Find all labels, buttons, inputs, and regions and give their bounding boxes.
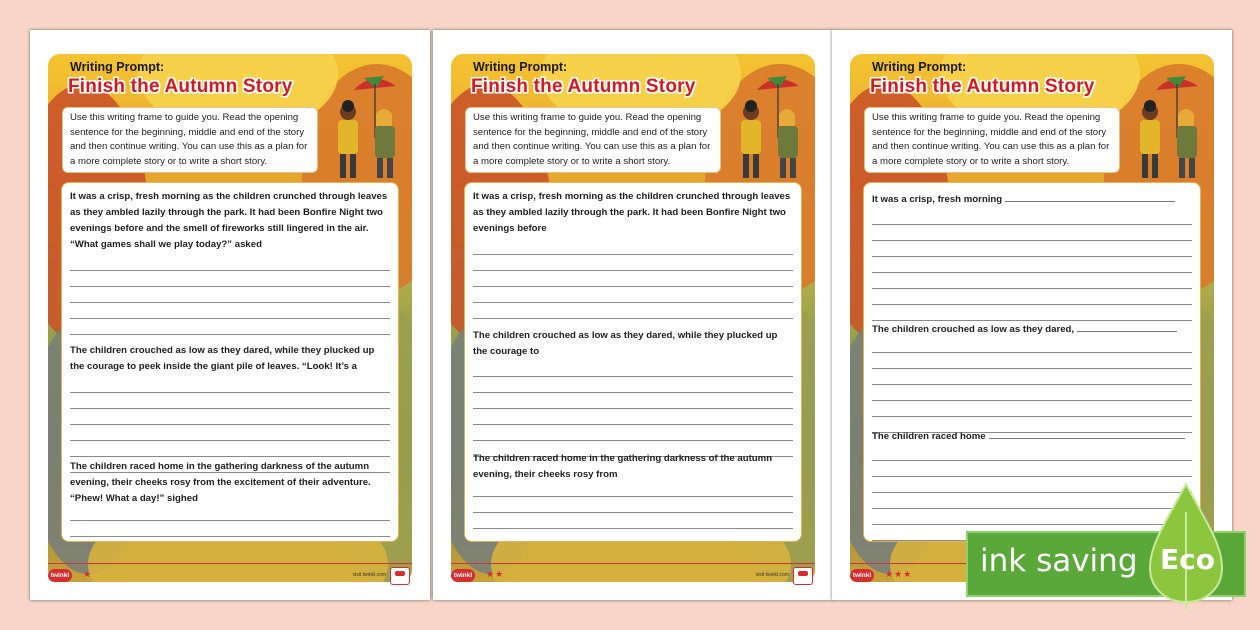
- writing-line[interactable]: [473, 239, 793, 255]
- writing-line[interactable]: [70, 393, 390, 409]
- opening-sentence: The children raced home in the gathering darkness of the autumn evening, their cheeks rosy from: [473, 453, 773, 480]
- writing-line[interactable]: [872, 477, 1192, 493]
- writing-line[interactable]: [872, 493, 1192, 509]
- story-beginning-section: [872, 189, 1192, 208]
- writing-line[interactable]: [872, 273, 1192, 289]
- opening-sentence: It was a crisp, fresh morning as the children crunched through leaves as they ambled lazily through the park. It had been Bonfire Night two evenings before: [473, 191, 791, 234]
- story-end-section: [70, 459, 390, 507]
- writing-line[interactable]: [473, 481, 793, 497]
- writing-lines[interactable]: [70, 255, 390, 335]
- prompt-label: Writing Prompt:: [872, 60, 967, 74]
- writing-line[interactable]: [473, 393, 793, 409]
- opening-sentence: The children crouched as low as they dared, while they plucked up the courage to: [473, 330, 778, 357]
- worksheet-title: Finish the Autumn Story: [870, 76, 1095, 97]
- story-beginning-section: [70, 189, 390, 253]
- writing-line[interactable]: [473, 497, 793, 513]
- writing-line[interactable]: [473, 255, 793, 271]
- writing-lines[interactable]: [473, 239, 793, 319]
- opening-sentence: The children crouched as low as they dared, while they plucked up the courage to peek inside the giant pile of leaves. “Look! It’s a: [70, 345, 375, 372]
- opening-sentence: The children raced home: [872, 431, 986, 442]
- story-middle-section: [473, 328, 793, 360]
- writing-line[interactable]: [872, 209, 1192, 225]
- writing-line[interactable]: [473, 361, 793, 377]
- worksheet-title: Finish the Autumn Story: [68, 76, 293, 97]
- worksheet-2[interactable]: [433, 30, 833, 600]
- writing-line[interactable]: [1077, 321, 1177, 332]
- writing-line[interactable]: [70, 377, 390, 393]
- story-middle-section: [872, 319, 1192, 338]
- writing-line[interactable]: [473, 377, 793, 393]
- writing-line[interactable]: [872, 289, 1192, 305]
- ink-saving-label: ink saving: [980, 543, 1138, 579]
- worksheet-footer: [451, 563, 815, 586]
- quality-badge-icon: [793, 567, 813, 585]
- writing-line[interactable]: [70, 409, 390, 425]
- writing-lines[interactable]: [473, 361, 793, 457]
- difficulty-stars: ★: [83, 569, 93, 579]
- writing-line[interactable]: [70, 505, 390, 521]
- twinkl-logo: twinkl: [850, 569, 874, 582]
- writing-line[interactable]: [872, 369, 1192, 385]
- writing-line[interactable]: [872, 337, 1192, 353]
- quality-badge-icon: [390, 567, 410, 585]
- writing-lines[interactable]: [872, 445, 1192, 541]
- worksheet-footer: [48, 563, 412, 586]
- writing-line[interactable]: [70, 271, 390, 287]
- writing-area[interactable]: [61, 182, 399, 542]
- story-end-section: [872, 426, 1192, 445]
- intro-text: Use this writing frame to guide you. Read the opening sentence for the beginning, middle and end of the story and then continue writing. You can use this as a plan for a more complete story or to write a short story.: [465, 107, 721, 173]
- writing-line[interactable]: [872, 353, 1192, 369]
- writing-line[interactable]: [473, 425, 793, 441]
- writing-line[interactable]: [70, 319, 390, 335]
- writing-line[interactable]: [70, 425, 390, 441]
- writing-lines[interactable]: [872, 337, 1192, 433]
- story-beginning-section: [473, 189, 793, 237]
- writing-line[interactable]: [872, 401, 1192, 417]
- difficulty-stars: ★★★: [885, 569, 913, 579]
- writing-line[interactable]: [70, 303, 390, 319]
- writing-line[interactable]: [872, 385, 1192, 401]
- writing-line[interactable]: [70, 255, 390, 271]
- eco-label: Eco: [1160, 543, 1215, 576]
- prompt-label: Writing Prompt:: [473, 60, 568, 74]
- intro-text: Use this writing frame to guide you. Read the opening sentence for the beginning, middle and end of the story and then continue writing. You can use this as a plan for a more complete story or to write a short story.: [864, 107, 1120, 173]
- twinkl-logo: twinkl: [48, 569, 72, 582]
- writing-line[interactable]: [70, 441, 390, 457]
- writing-lines[interactable]: [70, 505, 390, 537]
- writing-line[interactable]: [872, 241, 1192, 257]
- children-with-umbrella-image: [727, 68, 813, 184]
- writing-line[interactable]: [70, 521, 390, 537]
- autumn-illustration-frame: [451, 54, 815, 582]
- opening-sentence: The children crouched as low as they dared,: [872, 324, 1075, 335]
- writing-line[interactable]: [473, 409, 793, 425]
- writing-lines[interactable]: [473, 481, 793, 529]
- children-with-umbrella-image: [324, 68, 410, 184]
- writing-line[interactable]: [872, 445, 1192, 461]
- writing-line[interactable]: [473, 271, 793, 287]
- worksheet-title: Finish the Autumn Story: [471, 76, 696, 97]
- autumn-illustration-frame: [48, 54, 412, 582]
- writing-line[interactable]: [473, 303, 793, 319]
- story-middle-section: [70, 343, 390, 375]
- writing-lines[interactable]: [872, 209, 1192, 321]
- writing-line[interactable]: [473, 287, 793, 303]
- writing-line[interactable]: [1005, 191, 1175, 202]
- opening-sentence: The children raced home in the gathering darkness of the autumn evening, their cheeks rosy from the excitement of their adventure. “Phew! What a day!” sighed: [70, 461, 371, 504]
- visit-link: visit twinkl.com: [755, 572, 789, 578]
- writing-area[interactable]: [464, 182, 802, 542]
- writing-line[interactable]: [872, 225, 1192, 241]
- visit-link: visit twinkl.com: [352, 572, 386, 578]
- difficulty-stars: ★★: [486, 569, 505, 579]
- writing-line[interactable]: [70, 287, 390, 303]
- writing-line[interactable]: [473, 513, 793, 529]
- writing-line[interactable]: [989, 428, 1185, 439]
- children-with-umbrella-image: [1126, 68, 1212, 184]
- writing-line[interactable]: [872, 461, 1192, 477]
- story-end-section: [473, 451, 793, 483]
- opening-sentence: It was a crisp, fresh morning: [872, 194, 1003, 205]
- prompt-label: Writing Prompt:: [70, 60, 165, 74]
- writing-line[interactable]: [872, 509, 1192, 525]
- writing-line[interactable]: [872, 257, 1192, 273]
- worksheet-1[interactable]: [30, 30, 430, 600]
- opening-sentence: It was a crisp, fresh morning as the children crunched through leaves as they ambled lazily through the park. It had been Bonfire Night two evenings before and the smell of fireworks still lingered in the air. “What games shall we play today?” asked: [70, 191, 388, 250]
- twinkl-logo: twinkl: [451, 569, 475, 582]
- intro-text: Use this writing frame to guide you. Read the opening sentence for the beginning, middle and end of the story and then continue writing. You can use this as a plan for a more complete story or to write a short story.: [62, 107, 318, 173]
